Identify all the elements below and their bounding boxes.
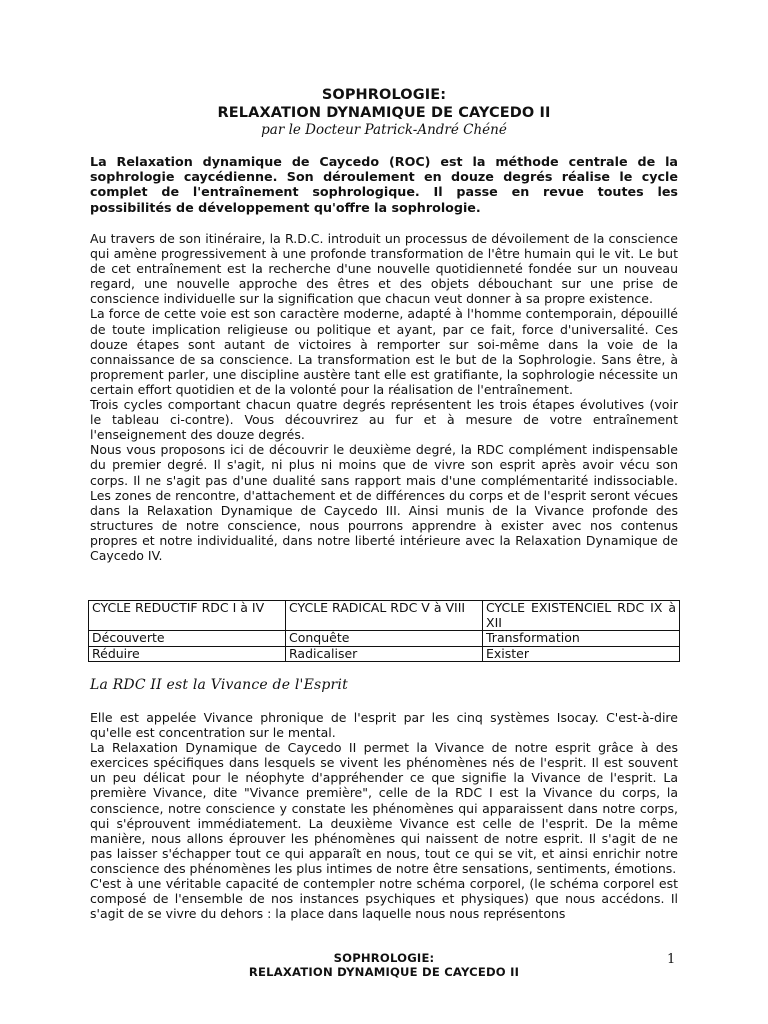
body-paragraph: C'est à une véritable capacité de contempler notre schéma corporel, (le schéma corporel est composé de l'ensemble de nos instances psychiques et physiques) que nous accédons. Il s'agit de se vivre du dehors : la place dans laquelle nous nous représentons — [90, 876, 678, 922]
body-paragraph: Nous vous proposons ici de découvrir le deuxième degré, la RDC complément indispensable du premier degré. Il s'agit, ni plus ni moins que de vivre son esprit après avoir vécu son corps. Il ne s'agit pas d'une dualité sans rapport mais d'une complémentarité indissociable. Les zones de rencontre, d'attachement et de différences du corps et de l'esprit seront vécues dans la Relaxation Dynamique de Caycedo III. Ainsi munis de la Vivance profonde des structures de notre conscience, nous pourrons apprendre à exister avec nos contenus propres et notre individualité, dans notre liberté intérieure avec la Relaxation Dynamique de Caycedo IV. — [90, 442, 678, 563]
body-paragraph: Elle est appelée Vivance phronique de l'esprit par les cinq systèmes Isocay. C'est-à-dire qu'elle est concentration sur le mental. — [90, 710, 678, 741]
table-cell: Exister — [483, 646, 680, 662]
table-row — [89, 646, 680, 662]
table-row — [89, 631, 680, 647]
body-section-1 — [90, 231, 678, 563]
body-paragraph: La Relaxation Dynamique de Caycedo II permet la Vivance de notre esprit grâce à des exercices spécifiques dans lesquels se vivent les phénomènes nés de l'esprit. Il est souvent un peu délicat pour le néophyte d'appréhender ce que signifie la Vivance de l'esprit. La première Vivance, dite "Vivance première", celle de la RDC I est la Vivance du corps, la conscience, notre conscience y constate les phénomènes qui apparaissent dans notre corps, qui s'éprouvent immédiatement. La deuxième Vivance est celle de l'esprit. De la même manière, nous allons éprouver les phénomènes qui naissent de notre esprit. Il s'agit de ne pas laisser s'échapper tout ce qui apparaît en nous, tout ce qui se vit, et ainsi enrichir notre conscience des phénomènes les plus intimes de notre être sensations, sentiments, émotions. — [90, 740, 678, 876]
table-cell: Réduire — [89, 646, 286, 662]
body-paragraph: Trois cycles comportant chacun quatre degrés représentent les trois étapes évolutives (voir le tableau ci-contre). Vous découvrirez au fur et à mesure de votre entraînement l'enseignement des douze degrés. — [90, 397, 678, 443]
footer-line-1: SOPHROLOGIE: — [333, 951, 435, 965]
body-section-2 — [90, 710, 678, 921]
intro-paragraph: La Relaxation dynamique de Caycedo (ROC) est la méthode centrale de la sophrologie caycédienne. Son déroulement en douze degrés réalise le cycle complet de l'entraînement sophrologique. Il passe en revue toutes les possibilités de développement qu'offre la sophrologie. — [90, 154, 678, 215]
cycles-table — [88, 600, 680, 662]
body-paragraph: Au travers de son itinéraire, la R.D.C. introduit un processus de dévoilement de la conscience qui amène progressivement à une profonde transformation de l'être humain qui le vit. Le but de cet entraînement est la recherche d'une nouvelle quotidienneté fondée sur un nouveau regard, une nouvelle approche des êtres et des objets débouchant sur une prise de conscience individuelle sur la signification que chacun veut donner à sa propre existence. — [90, 231, 678, 307]
section-heading: La RDC II est la Vivance de l'Esprit — [90, 677, 348, 693]
table-cell: Découverte — [89, 631, 286, 647]
footer-line-2: RELAXATION DYNAMIQUE DE CAYCEDO II — [248, 965, 520, 979]
table-cell: Conquête — [286, 631, 483, 647]
table-cell: CYCLE EXISTENCIEL RDC IX à XII — [483, 601, 680, 631]
page-title-line-1: SOPHROLOGIE: — [321, 87, 447, 103]
table-row — [89, 601, 680, 631]
table-cell: Radicaliser — [286, 646, 483, 662]
body-paragraph: La force de cette voie est son caractère moderne, adapté à l'homme contemporain, dépouillé de toute implication religieuse ou politique et ayant, par ce fait, force d'universalité. Ces douze étapes sont autant de victoires à remporter sur soi-même dans la voie de la connaissance de sa conscience. La transformation est le but de la Sophrologie. Sans être, à proprement parler, une discipline austère tant elle est gratifiante, la sophrologie nécessite un certain effort quotidien et de la volonté pour la réalisation de l'entraînement. — [90, 306, 678, 397]
page-footer — [90, 951, 678, 979]
page-number: 1 — [667, 952, 676, 967]
table-cell: CYCLE RADICAL RDC V à VIII — [286, 601, 483, 631]
table-cell: CYCLE REDUCTIF RDC I à IV — [89, 601, 286, 631]
page-title-line-2: RELAXATION DYNAMIQUE DE CAYCEDO II — [217, 105, 551, 121]
table-cell: Transformation — [483, 631, 680, 647]
title-block — [90, 86, 678, 139]
author-line: par le Docteur Patrick-André Chéné — [261, 122, 507, 138]
